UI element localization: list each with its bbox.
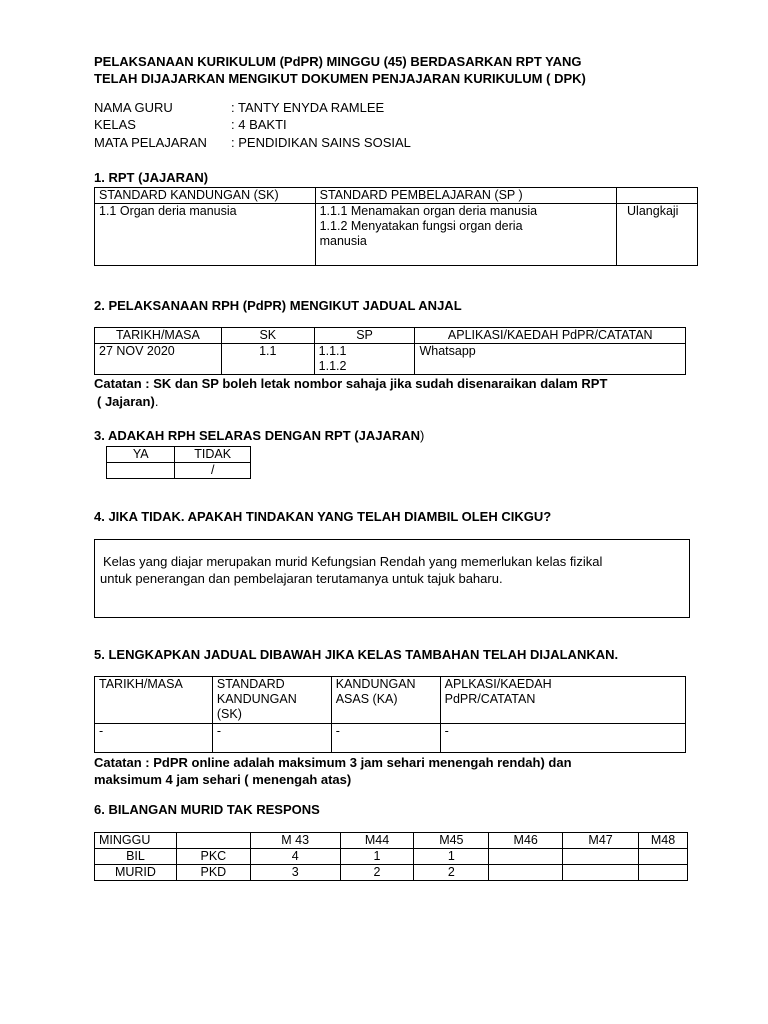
rph-aplikasi-cell: Whatsapp [415, 344, 686, 375]
tidak-value: / [175, 463, 251, 479]
rph-sk-cell: 1.1 [221, 344, 314, 375]
ya-header: YA [107, 447, 175, 463]
pkc-m47 [563, 849, 639, 865]
kt-header-sk-line2: KANDUNGAN [216, 692, 297, 706]
selaras-table [106, 446, 251, 479]
rph-sp-cell [314, 344, 415, 375]
rpt-sp-line1: 1.1.1 Menamakan organ deria manusia [319, 204, 538, 218]
kt-header-aplikasi [440, 677, 685, 724]
kt-value-sk: - [212, 724, 331, 753]
tindakan-line2: untuk penerangan dan pembelajaran terutamanya untuk tajuk baharu. [100, 571, 503, 586]
section6-title: 6. BILANGAN MURID TAK RESPONS [94, 802, 320, 817]
rph-header-aplikasi: APLIKASI/KAEDAH PdPR/CATATAN [415, 328, 686, 344]
rpt-sp-line3: manusia [319, 234, 367, 248]
section2-catatan-period: . [154, 394, 159, 409]
rph-sp-line2: 1.1.2 [318, 359, 347, 373]
week-m44: M44 [340, 833, 414, 849]
section5-title: 5. LENGKAPKAN JADUAL DIBAWAH JIKA KELAS TAMBAHAN TELAH DIJALANKAN. [94, 647, 619, 662]
rph-header-tarikh: TARIKH/MASA [95, 328, 222, 344]
doc-title-line2: TELAH DIJAJARKAN MENGIKUT DOKUMEN PENJAJARAN KURIKULUM ( DPK) [94, 71, 586, 86]
rph-sp-line1: 1.1.1 [318, 344, 347, 358]
kt-header-tarikh: TARIKH/MASA [95, 677, 213, 724]
pkc-m46 [489, 849, 563, 865]
section5-catatan-line2: maksimum 4 jam sehari ( menengah atas) [94, 772, 352, 787]
rpt-sp-cell [315, 204, 616, 266]
pkc-m48 [639, 849, 688, 865]
minggu-label: MINGGU [95, 833, 177, 849]
rpt-header-blank [617, 188, 698, 204]
kt-header-ka-line2: ASAS (KA) [335, 692, 398, 706]
pkd-m44: 2 [340, 865, 414, 881]
kelas-label: KELAS [94, 117, 136, 132]
nama-guru-label: NAMA GURU [94, 100, 173, 115]
rpt-note-cell: Ulangkaji [617, 204, 698, 266]
ya-value [107, 463, 175, 479]
murid-label: MURID [95, 865, 177, 881]
pkc-m44: 1 [340, 849, 414, 865]
week-m45: M45 [414, 833, 489, 849]
tindakan-line1: Kelas yang diajar merupakan murid Kefungsian Rendah yang memerlukan kelas fizikal [103, 554, 603, 569]
kt-header-sk-line3: (SK) [216, 707, 242, 721]
week-m43: M 43 [250, 833, 340, 849]
section2-catatan-jajaran: ( Jajaran) [97, 394, 155, 409]
kt-header-aplikasi-line1: APLKASI/KAEDAH [444, 677, 552, 691]
kelas-value: : 4 BAKTI [231, 117, 287, 132]
kt-header-sk [212, 677, 331, 724]
tak-respons-table [94, 832, 688, 881]
section3-title-end: ) [420, 428, 425, 443]
pkd-m46 [489, 865, 563, 881]
kelas-tambahan-table [94, 676, 686, 753]
rpt-table [94, 187, 698, 266]
pkd-m45: 2 [414, 865, 489, 881]
pkc-m45: 1 [414, 849, 489, 865]
rph-header-sk: SK [221, 328, 314, 344]
rpt-sp-line2: 1.1.2 Menyatakan fungsi organ deria [319, 219, 523, 233]
section3-title [94, 428, 424, 443]
tindakan-box [94, 539, 690, 618]
rpt-sk-cell: 1.1 Organ deria manusia [95, 204, 316, 266]
doc-title-line1: PELAKSANAAN KURIKULUM (PdPR) MINGGU (45) BERDASARKAN RPT YANG [94, 54, 582, 69]
section4-title: 4. JIKA TIDAK. APAKAH TINDAKAN YANG TELAH DIAMBIL OLEH CIKGU? [94, 509, 552, 524]
pkd-m47 [563, 865, 639, 881]
week-m48: M48 [639, 833, 688, 849]
section3-title-text: 3. ADAKAH RPH SELARAS DENGAN RPT (JAJARAN [94, 428, 420, 443]
pkc-label: PKC [176, 849, 250, 865]
week-m47: M47 [563, 833, 639, 849]
kt-value-aplikasi: - [440, 724, 685, 753]
section5-catatan-line1: Catatan : PdPR online adalah maksimum 3 jam sehari menengah rendah) dan [94, 755, 572, 770]
section2-catatan-line2 [97, 394, 158, 409]
kt-value-tarikh: - [95, 724, 213, 753]
rph-table [94, 327, 686, 375]
rpt-header-sk: STANDARD KANDUNGAN (SK) [95, 188, 316, 204]
pkc-m43: 4 [250, 849, 340, 865]
minggu-blank [176, 833, 250, 849]
week-m46: M46 [489, 833, 563, 849]
kt-value-ka: - [331, 724, 440, 753]
nama-guru-value: : TANTY ENYDA RAMLEE [231, 100, 385, 115]
kt-header-aplikasi-line2: PdPR/CATATAN [444, 692, 536, 706]
section2-title: 2. PELAKSANAAN RPH (PdPR) MENGIKUT JADUAL ANJAL [94, 298, 462, 313]
pkd-m48 [639, 865, 688, 881]
tidak-header: TIDAK [175, 447, 251, 463]
rph-header-sp: SP [314, 328, 415, 344]
bil-label: BIL [95, 849, 177, 865]
kt-header-ka [331, 677, 440, 724]
kt-header-sk-line1: STANDARD [216, 677, 285, 691]
rph-tarikh-cell: 27 NOV 2020 [95, 344, 222, 375]
rpt-header-sp: STANDARD PEMBELAJARAN (SP ) [315, 188, 616, 204]
section1-title: 1. RPT (JAJARAN) [94, 170, 209, 185]
mata-pelajaran-value: : PENDIDIKAN SAINS SOSIAL [231, 135, 411, 150]
kt-header-ka-line1: KANDUNGAN [335, 677, 416, 691]
pkd-label: PKD [176, 865, 250, 881]
mata-pelajaran-label: MATA PELAJARAN [94, 135, 207, 150]
pkd-m43: 3 [250, 865, 340, 881]
section2-catatan-line1: Catatan : SK dan SP boleh letak nombor sahaja jika sudah disenaraikan dalam RPT [94, 376, 608, 391]
